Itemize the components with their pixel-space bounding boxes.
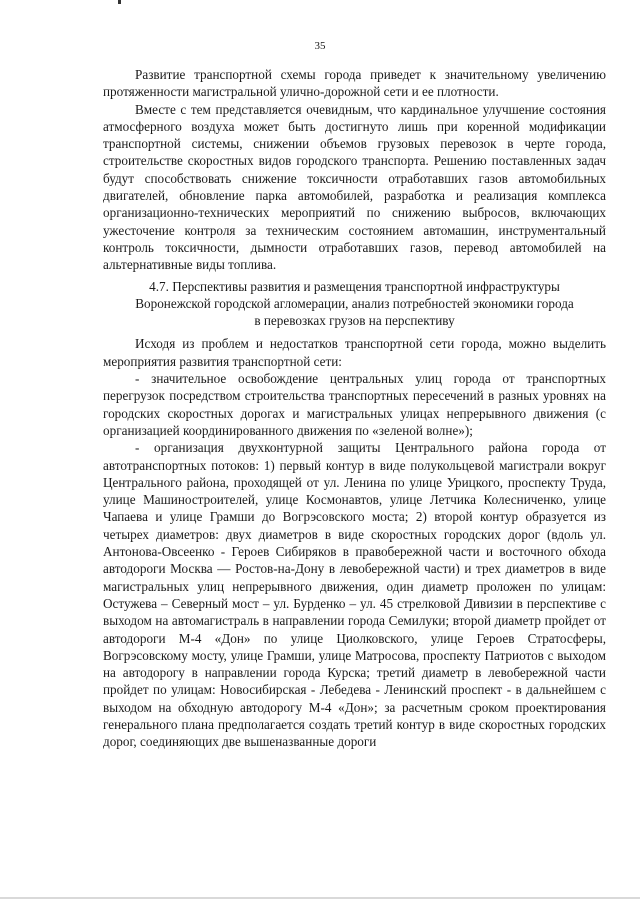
paragraph: Развитие транспортной схемы города приведет к значительному увеличению протяженности магистральной улично-дорожной сети и ее плотности. [103, 67, 606, 100]
document-body [103, 66, 606, 751]
scan-mark [118, 0, 121, 4]
paragraph: Исходя из проблем и недостатков транспортной сети города, можно выделить мероприятия развития транспортной сети: [103, 336, 606, 369]
section-heading-line: Воронежской городской агломерации, анализ потребностей экономики города [135, 295, 574, 311]
section-heading-line: 4.7. Перспективы развития и размещения транспортной инфраструктуры [149, 278, 560, 294]
section-heading [103, 278, 606, 330]
section-heading-line: в перевозках грузов на перспективу [254, 313, 455, 329]
list-item: - организация двухконтурной защиты Центрального района города от автотранспортных потоков: 1) первый контур в виде полукольцевой магистрали вокруг Центрального района, проходящей от ул. Ленина по улице Урицкого, проспекту Труда, улице Машиностроителей, улице Космонавтов, улице Летчика Колесниченко, улице Чапаева и улице Грамши до Вогрэсовского моста; 2) второй контур образуется из четырех диаметров: двух диаметров в виде скоростных городских дорог (вдоль ул. Антонова-Овсеенко - Героев Сибиряков в правобережной части и восточного обхода автодороги Москва — Ростов-на-Дону в левобережной части) и трех диаметров в виде магистральных улиц непрерывного движения, один диаметр проложен по улицам: Остужева – Северный мост – ул. Бурденко – ул. 45 стрелковой Дивизии в перспективе с выходом на автомагистраль в направлении города Семилуки; второй диаметр пройдет от автодороги М-4 «Дон» по улице Циолковского, улице Героев Стратосферы, Вогрэсовскому мосту, улице Грамши, улице Матросова, проспекту Патриотов с выходом на автодорогу в направлении города Курска; третий диаметр в левобережной части пройдет по улицам: Новосибирская - Лебедева - Ленинский проспект - в дальнейшем с выходом на обходную автодорогу М-4 «Дон»; за расчетным сроком проектирования генерального плана предполагается создать третий контур в виде скоростных городских дорог, соединяющих две вышеназванные дороги [103, 440, 606, 750]
scan-bottom-edge [0, 897, 640, 899]
list-item: - значительное освобождение центральных улиц города от транспортных перегрузок посредством строительства транспортных пересечений в разных уровнях на городских скоростных дорогах и магистральных улицах непрерывного движения (с организацией координированного движения по «зеленой волне»); [103, 371, 606, 438]
paragraph: Вместе с тем представляется очевидным, что кардинальное улучшение состояния атмосферного воздуха может быть достигнуто лишь при коренной модификации транспортной системы, снижении объемов грузовых перевозок в черте города, строительстве скоростных видов городского транспорта. Решению поставленных задач будут способствовать снижение токсичности отработавших газов автомобильных двигателей, обновление парка автомобилей, разработка и реализация комплекса организационно-технических мероприятий по снижению выбросов, включающих ужесточение контроля за техническим состоянием автомашин, инструментальный контроль токсичности, дымности отработавших газов, перевод автомобилей на альтернативные виды топлива. [103, 101, 606, 273]
page-number: 35 [314, 40, 326, 52]
